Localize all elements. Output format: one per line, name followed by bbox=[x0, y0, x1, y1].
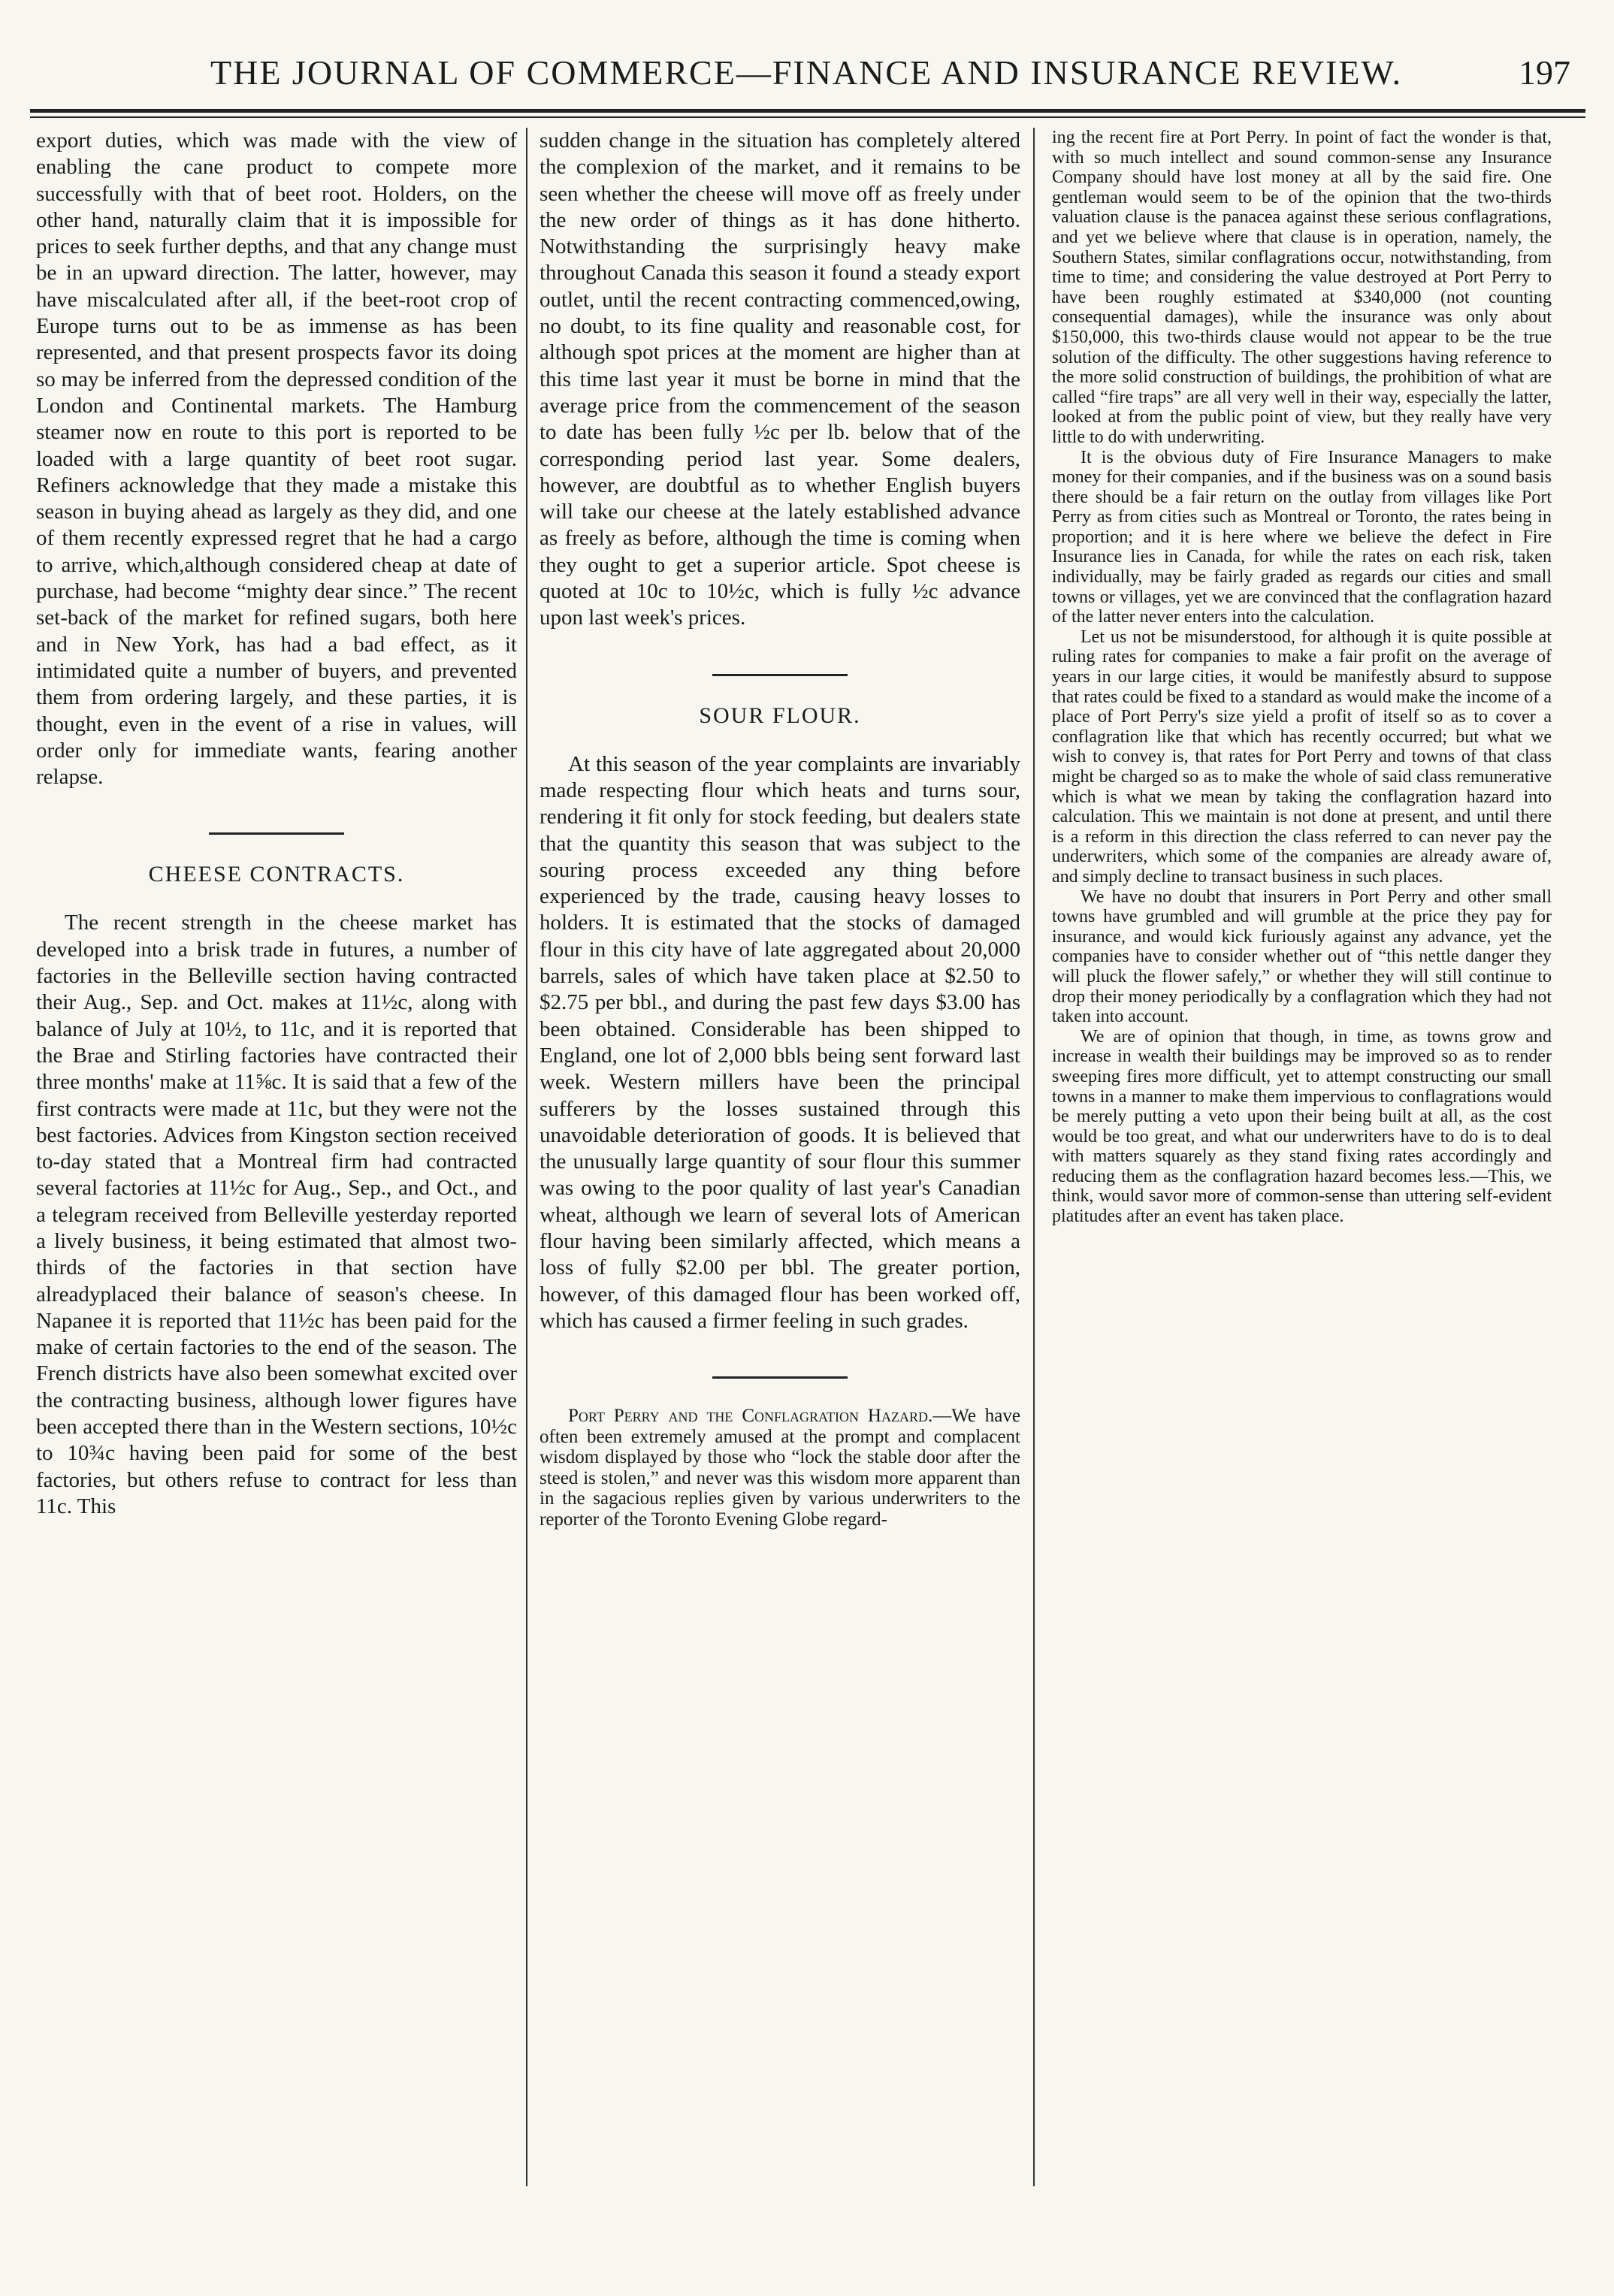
column-2 bbox=[540, 128, 1020, 2291]
column-1 bbox=[36, 128, 517, 2291]
paragraph: ing the recent fire at Port Perry. In point of fact the wonder is that, with so much intellect and sound common-sense any Insurance Company should have lost money at all by the said fire. One gentleman would seem to be of the opinion that the two-thirds valuation clause is the panacea against these serious conflagrations, and yet we believe where that clause is in operation, namely, the Southern States, similar conflagrations occur, notwithstanding, from time to time; and considering the value destroyed at Port Perry to have been roughly estimated at $340,000 (not counting consequential damages), while the insurance was only about $150,000, this two-thirds clause would not appear to be the true solution of the difficulty. The other suggestions having reference to the more solid construction of buildings, the prohibition of what are called “fire traps” are all very well in their way, especially the latter, looked at from the public point of view, but they really have very little to do with underwriting. bbox=[1052, 128, 1552, 447]
cheese-contracts-heading: CHEESE CONTRACTS. bbox=[148, 862, 405, 887]
cheese-contracts-body: The recent strength in the cheese market has developed into a brisk trade in futures, a number of factories in the Belleville section having contracted their Aug., Sep. and Oct. makes at 11½c, along with balance of July at 10½, to 11c, and it is reported that the Brae and Stirling factories have contracted their three months' make at 11⅝c. It is said that a few of the first contracts were made at 11c, but they were not the best factories. Advices from Kingston section received to-day stated that a Montreal firm had contracted several factories at 11½c for Aug., Sep., and Oct., and a telegram received from Belleville yesterday reported a lively business, it being estimated that almost two-thirds of the factories in that section have alreadyplaced their balance of season's cheese. In Napanee it is reported that 11½c has been paid for the make of certain factories to the end of the season. The French districts have also been somewhat excited over the contracting business, although lower figures have been accepted there than in the Western sections, 10½c to 10¾c having been paid for some of the best factories, but others refuse to contract for less than 11c. This bbox=[36, 911, 517, 1518]
column-divider bbox=[526, 128, 527, 2186]
port-perry-article bbox=[540, 1406, 1020, 1530]
journal-title: THE JOURNAL OF COMMERCE—FINANCE AND INSURANCE REVIEW. bbox=[210, 53, 1403, 92]
column-3 bbox=[1052, 128, 1552, 2291]
page-header bbox=[45, 53, 1570, 98]
paragraph: We have no doubt that insurers in Port Perry and other small towns have grumbled and will grumble at the price they pay for insurance, and would kick furiously against any advance, yet the companies have to consider whether out of “this nettle danger they will pluck the flower safely,” or whether they will still continue to drop their money periodically by a conflagration which they had not taken into account. bbox=[1052, 887, 1552, 1027]
column-divider bbox=[1033, 128, 1035, 2186]
sugar-article-continuation: export duties, which was made with the view of enabling the cane product to compete more successfully with that of beet root. Holders, on the other hand, naturally claim that it is impossible for prices to seek further depths, and that any change must be in an upward direction. The latter, however, may have miscalculated after all, if the beet-root crop of Europe turns out to be as immense as has been represented, and that present prospects favor its doing so may be inferred from the depressed condition of the London and Continental markets. The Hamburg steamer now en route to this port is reported to be loaded with a large quantity of beet root sugar. Refiners acknowledge that they made a mistake this season in buying ahead as largely as they did, and one of them recently expressed regret that he had a cargo to arrive, which,although considered cheap at date of purchase, had become “mighty dear since.” The recent set-back of the market for refined sugars, both here and in New York, has had a bad effect, as it intimidated quite a number of buyers, and prevented them from ordering largely, and these parties, it is thought, even in the event of a rise in values, will order only for immediate wants, fearing another relapse. bbox=[36, 128, 517, 790]
section-separator bbox=[209, 832, 344, 835]
paragraph: We are of opinion that though, in time, as towns grow and increase in wealth their buildings may be improved so as to render sweeping fires more difficult, yet to attempt constructing our small towns in a manner to make them impervious to conflagrations would be merely putting a veto upon their being built at all, as the cost would be too great, and what our underwriters have to do is to deal with matters squarely as they stand fixing rates accordingly and reducing them as the conflagration hazard becomes less.—This, we think, would savor more of common-sense than uttering self-evident platitudes after an event has taken place. bbox=[1052, 1026, 1552, 1227]
section-separator bbox=[712, 1376, 848, 1379]
paragraph: It is the obvious duty of Fire Insurance Managers to make money for their companies, and if the business was on a sound basis there should be a fair return on the outlay from villages like Port Perry as from cities such as Montreal or Toronto, the rates being in proportion; and it is here where we believe the defect in Fire Insurance lies in Canada, for while the rates on each risk, taken individually, may be fairly graded as regards our cities and small towns or villages, yet we are convinced that the conflagration hazard of the latter never enters into the calculation. bbox=[1052, 447, 1552, 627]
header-rule-thin bbox=[30, 116, 1585, 118]
sour-flour-body: At this season of the year complaints are invariably made respecting flour which heats and turns sour, rendering it fit only for stock feeding, but dealers state that the quantity this season that was subject to the souring process exceeded any thing before experienced by the trade, causing heavy losses to holders. It is estimated that the stocks of damaged flour in this city have of late aggregated about 20,000 barrels, sales of which have taken place at $2.50 to $2.75 per bbl., and during the past few days $3.00 has been obtained. Considerable has been shipped to England, one lot of 2,000 bbls being sent forward last week. Western millers have been the principal sufferers by the losses sustained through this unavoidable deterioration of goods. It is believed that the unusually large quantity of sour flour this summer was owing to the poor quality of last year's Canadian wheat, although we learn of several lots of American flour having been similarly affected, which means a loss of fully $2.00 per bbl. The greater portion, however, of this damaged flour has been worked off, which has caused a firmer feeling in such grades. bbox=[540, 751, 1020, 1333]
header-rule bbox=[30, 109, 1585, 113]
port-perry-continuation bbox=[1052, 128, 1552, 1227]
sour-flour-heading: SOUR FLOUR. bbox=[699, 702, 861, 728]
port-perry-body: —We have often been extremely amused at the prompt and complacent wisdom displayed by those who “lock the stable door after the steed is stolen,” and never was this wisdom more apparent than in the sagacious replies given by various underwriters to the reporter of the Toronto Evening Globe regard- bbox=[540, 1406, 1021, 1530]
port-perry-heading: Port Perry and the Conflagration Hazard. bbox=[568, 1406, 933, 1427]
cheese-article-continuation: sudden change in the situation has completely altered the complexion of the market, and it remains to be seen whether the cheese will move off as freely under the new order of things as it has done hitherto. Notwithstanding the surprisingly heavy make throughout Canada this season it found a steady export outlet, until the recent contracting commenced,owing, no doubt, to its fine quality and reasonable cost, for although spot prices at the moment are higher than at this time last year it must be borne in mind that the average price from the commencement of the season to date has been fully ½c per lb. below that of the corresponding period last year. Some dealers, however, are doubtful as to whether English buyers will take our cheese at the lately established advance as freely as before, although the time is coming when they ought to get a superior article. Spot cheese is quoted at 10c to 10½c, which is fully ½c advance upon last week's prices. bbox=[540, 128, 1020, 630]
section-separator bbox=[712, 674, 848, 676]
paragraph: Let us not be misunderstood, for although it is quite possible at ruling rates for companies to make a fair profit on the average of years in our large cities, it would be manifestly absurd to suppose that rates could be fixed to a standard as would make the income of a place of Port Perry's size yield a profit of itself so as to cover a conflagration like that which has recently occurred; but what we wish to convey is, that rates for Port Perry and towns of that class might be charged so as to make the whole of said class remunerative which is what we mean by taking the conflagration hazard into calculation. This we maintain is not done at present, and until there is a reform in this direction the class referred to can never pay the underwriters, which some of the companies are already aware of, and simply decline to transact business in such places. bbox=[1052, 627, 1552, 887]
page-number: 197 bbox=[1519, 53, 1570, 92]
